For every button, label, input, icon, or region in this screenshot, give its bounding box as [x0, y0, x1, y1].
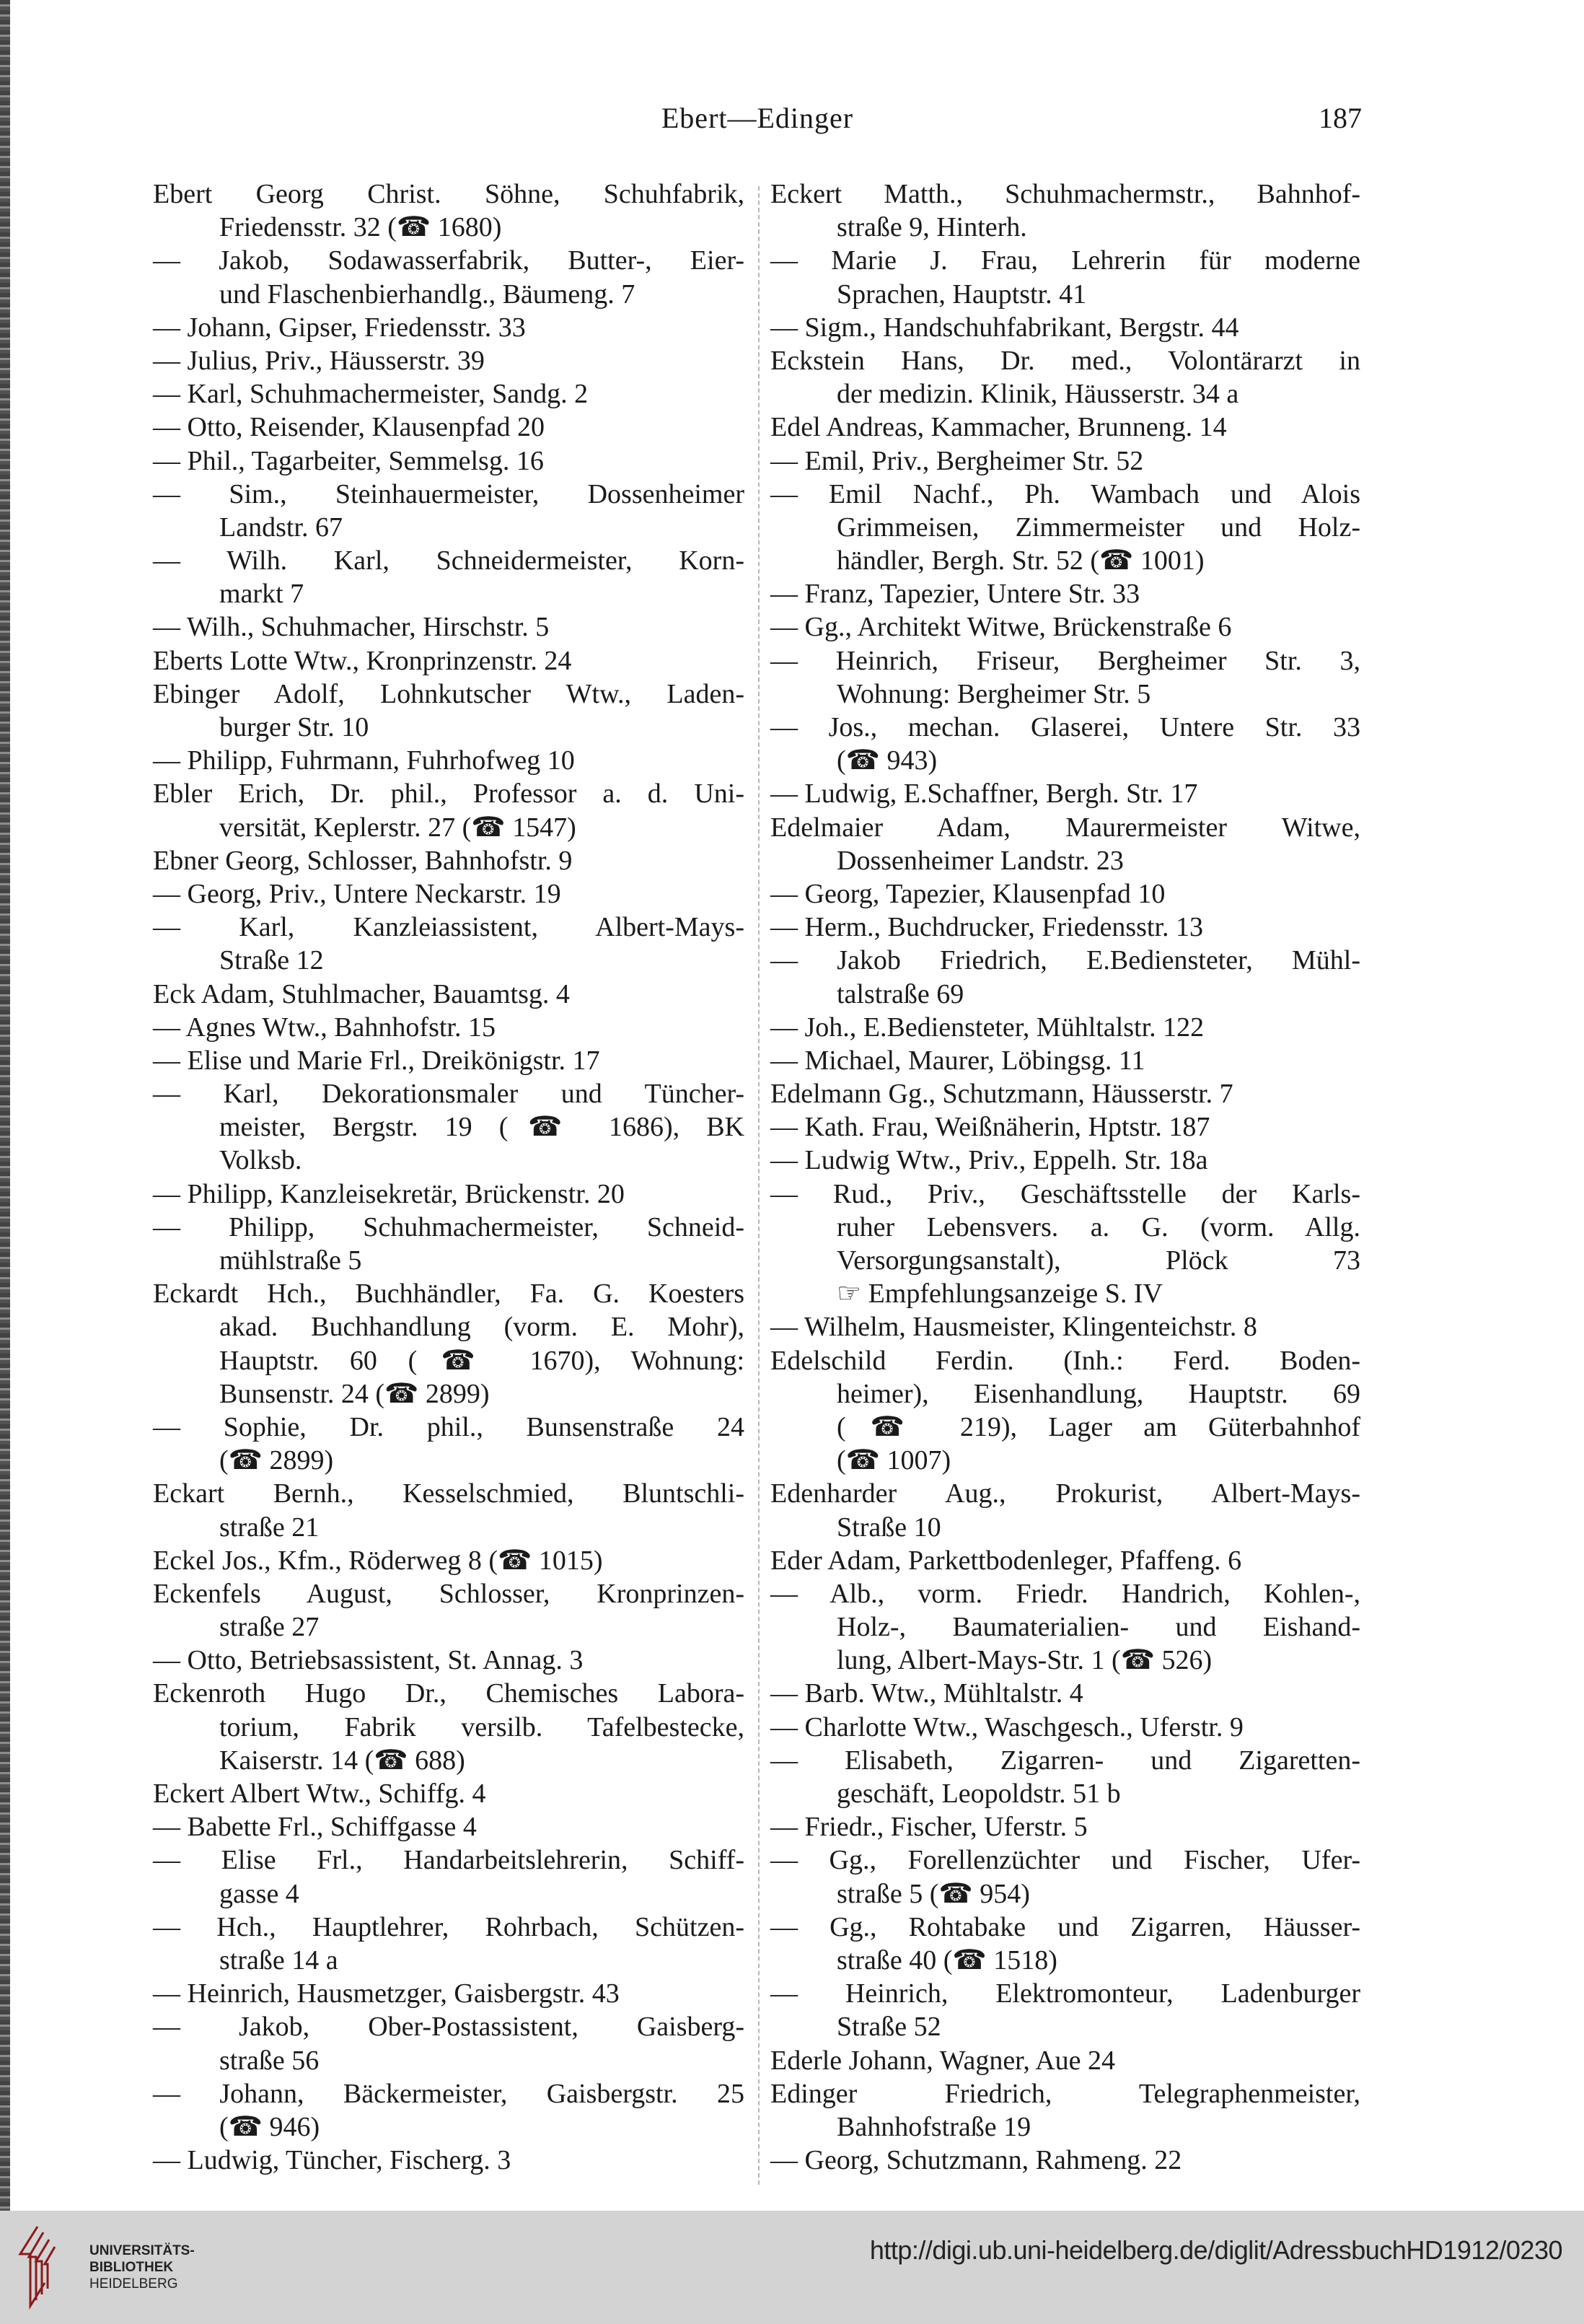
entry-line: der medizin. Klinik, Häusserstr. 34 a: [837, 379, 1239, 410]
entry-line: ruher Lebensvers. a. G. (vorm. Allg.: [837, 1211, 1360, 1242]
entry-line: — Gg., Rohtabake und Zigarren, Häusser-: [770, 1911, 1360, 1942]
entry-line: — Georg, Schutzmann, Rahmeng. 22: [770, 2145, 1182, 2176]
entry-line: Edelmann Gg., Schutzmann, Häusserstr. 7: [770, 1079, 1233, 1110]
permalink-url[interactable]: http://digi.ub.uni-heidelberg.de/diglit/AdressbuchHD1912/0230: [869, 2235, 1562, 2265]
directory-entry: [770, 610, 1360, 644]
entry-line: — Wilhelm, Hausmeister, Klingenteichstr. 8: [770, 1312, 1257, 1343]
entry-line: gasse 4: [219, 1878, 299, 1909]
entry-line: Edinger Friedrich, Telegraphenmeister,: [770, 2078, 1360, 2109]
entry-line: Grimmeisen, Zimmermeister und Holz-: [837, 512, 1360, 543]
directory-entry: [153, 1411, 744, 1477]
directory-entry: [153, 1044, 744, 1077]
entry-line: — Gg., Forellenzüchter und Fischer, Ufer-: [770, 1845, 1360, 1876]
directory-entry: [770, 1011, 1360, 1044]
entry-line: — Emil Nachf., Ph. Wambach und Alois: [770, 478, 1360, 509]
directory-entry: [770, 1077, 1360, 1110]
directory-entry: [153, 1477, 744, 1543]
directory-entry: [153, 2010, 744, 2077]
entry-line: straße 21: [219, 1512, 320, 1543]
entry-line: — Emil, Priv., Bergheimer Str. 52: [770, 445, 1144, 476]
directory-entry: [770, 1044, 1360, 1077]
directory-entry: [770, 244, 1360, 310]
directory-entry: [770, 478, 1360, 578]
entry-line: Eckart Bernh., Kesselschmied, Bluntschli-: [153, 1478, 744, 1509]
entry-line: Ebert Georg Christ. Söhne, Schuhfabrik,: [153, 179, 744, 209]
entry-line: — Otto, Reisender, Klausenpfad 20: [153, 412, 545, 443]
entry-line: Eck Adam, Stuhlmacher, Bauamtsg. 4: [153, 978, 570, 1009]
entry-line: — Gg., Architekt Witwe, Brückenstraße 6: [770, 612, 1232, 643]
entry-line: lung, Albert-Mays-Str. 1 (☎ 526): [837, 1645, 1213, 1676]
directory-entry: [770, 1310, 1360, 1343]
library-name-line-3: HEIDELBERG: [89, 2276, 178, 2292]
entry-line: — Jakob, Sodawasserfabrik, Butter-, Eier-: [153, 245, 744, 276]
directory-entry: [770, 411, 1360, 444]
directory-entry: [770, 1544, 1360, 1577]
entry-line: ☞ Empfehlungsanzeige S. IV: [837, 1279, 1163, 1310]
entry-line: — Heinrich, Hausmetzger, Gaisbergstr. 43: [153, 1978, 620, 2009]
directory-entry: [153, 311, 744, 344]
entry-line: akad. Buchhandlung (vorm. E. Mohr),: [219, 1312, 744, 1343]
entry-line: Edel Andreas, Kammacher, Brunneng. 14: [770, 412, 1227, 443]
entry-line: Straße 52: [837, 2012, 941, 2043]
directory-entry: [153, 1677, 744, 1777]
directory-entry: [153, 2077, 744, 2144]
directory-entry: [770, 1810, 1360, 1843]
directory-entry: [770, 577, 1360, 610]
entry-line: — Babette Frl., Schiffgasse 4: [153, 1812, 477, 1843]
directory-entry: [770, 944, 1360, 1010]
entry-line: burger Str. 10: [219, 712, 369, 742]
footer-bar: [0, 2211, 1584, 2324]
entry-line: — Julius, Priv., Häusserstr. 39: [153, 345, 485, 376]
page-number: 187: [1319, 102, 1362, 134]
directory-entry: [153, 544, 744, 610]
entry-line: — Marie J. Frau, Lehrerin für moderne: [770, 245, 1360, 276]
directory-entry: [770, 1178, 1360, 1311]
directory-entry: [770, 1677, 1360, 1710]
running-head: Ebert—Edinger: [661, 102, 854, 134]
right-column: [770, 177, 1360, 2177]
entry-line: — Elise und Marie Frl., Dreikönigstr. 17: [153, 1045, 600, 1076]
library-name-line-1: UNIVERSITÄTS-: [89, 2243, 195, 2258]
scan-edge: [0, 0, 10, 2211]
directory-entry: [770, 1110, 1360, 1144]
entry-line: Eckstein Hans, Dr. med., Volontärarzt in: [770, 345, 1360, 376]
directory-entry: [153, 1011, 744, 1044]
directory-entry: [153, 244, 744, 310]
entry-line: Edenharder Aug., Prokurist, Albert-Mays-: [770, 1478, 1360, 1509]
directory-entry: [153, 1911, 744, 1977]
entry-line: Eder Adam, Parkettbodenleger, Pfaffeng. 6: [770, 1545, 1242, 1576]
page-header: [153, 101, 1362, 144]
entry-line: — Karl, Dekorationsmaler und Tüncher-: [153, 1079, 744, 1110]
directory-entry: [153, 1777, 744, 1810]
entry-line: — Hch., Hauptlehrer, Rohrbach, Schützen-: [153, 1911, 744, 1942]
directory-entry: [770, 877, 1360, 911]
entry-line: Dossenheimer Landstr. 23: [837, 845, 1124, 876]
entry-line: (☎ 946): [219, 2111, 320, 2142]
entry-line: Eckert Matth., Schuhmachermstr., Bahnhof-: [770, 179, 1360, 209]
entry-line: Ebler Erich, Dr. phil., Professor a. d. Uni-: [153, 779, 744, 810]
directory-entry: [153, 344, 744, 377]
entry-line: (☎ 2899): [219, 1445, 334, 1476]
directory-entry: [153, 744, 744, 777]
directory-entry: [770, 1711, 1360, 1744]
directory-entry: [153, 644, 744, 678]
directory-entry: [153, 777, 744, 843]
entry-line: und Flaschenbierhandlg., Bäumeng. 7: [219, 279, 635, 310]
entry-line: straße 27: [219, 1612, 320, 1643]
entry-line: — Charlotte Wtw., Waschgesch., Uferstr. 9: [770, 1711, 1244, 1742]
directory-entry: [153, 678, 744, 744]
directory-entry: [153, 1644, 744, 1677]
entry-line: — Sigm., Handschuhfabrikant, Bergstr. 44: [770, 312, 1239, 343]
directory-entry: [153, 911, 744, 977]
entry-line: straße 5 (☎ 954): [837, 1878, 1030, 1909]
directory-entry: [770, 777, 1360, 810]
entry-line: Bahnhofstraße 19: [837, 2111, 1031, 2142]
directory-entry: [153, 177, 744, 244]
directory-entry: [770, 1344, 1360, 1478]
entry-line: Sprachen, Hauptstr. 41: [837, 279, 1087, 310]
entry-line: Edelmaier Adam, Maurermeister Witwe,: [770, 812, 1360, 843]
entry-line: Wohnung: Bergheimer Str. 5: [837, 678, 1151, 709]
entry-line: Eckert Albert Wtw., Schiffg. 4: [153, 1779, 486, 1809]
directory-entry: [770, 911, 1360, 944]
entry-line: (☎ 1007): [837, 1445, 951, 1476]
directory-entry: [770, 644, 1360, 711]
directory-entry: [770, 444, 1360, 478]
directory-entry: [770, 177, 1360, 244]
entry-line: — Georg, Priv., Untere Neckarstr. 19: [153, 878, 561, 909]
entry-line: — Wilh. Karl, Schneidermeister, Korn-: [153, 545, 744, 576]
directory-entry: [153, 1810, 744, 1843]
entry-line: Ebinger Adolf, Lohnkutscher Wtw., Laden-: [153, 678, 744, 709]
entry-line: — Elisabeth, Zigarren- und Zigaretten-: [770, 1745, 1360, 1776]
entry-line: Ebner Georg, Schlosser, Bahnhofstr. 9: [153, 845, 573, 876]
directory-entry: [770, 344, 1360, 411]
directory-entry: [770, 1843, 1360, 1910]
entry-line: — Joh., E.Bediensteter, Mühltalstr. 122: [770, 1012, 1205, 1043]
entry-line: — Heinrich, Friseur, Bergheimer Str. 3,: [770, 645, 1360, 676]
directory-entry: [153, 1077, 744, 1178]
entry-line: Eckardt Hch., Buchhändler, Fa. G. Koesters: [153, 1279, 744, 1310]
directory-entry: [770, 711, 1360, 777]
entry-line: straße 40 (☎ 1518): [837, 1944, 1057, 1976]
entry-line: Volksb.: [219, 1145, 302, 1176]
entry-line: — Philipp, Schuhmachermeister, Schneid-: [153, 1211, 744, 1242]
library-name: [89, 2242, 195, 2292]
directory-entry: [770, 1977, 1360, 2043]
library-logo-icon: [16, 2225, 81, 2312]
entry-line: — Georg, Tapezier, Klausenpfad 10: [770, 878, 1166, 909]
directory-entry: [770, 1577, 1360, 1678]
directory-entry: [770, 1911, 1360, 1977]
entry-line: Straße 12: [219, 945, 324, 976]
directory-entry: [153, 844, 744, 877]
entry-line: meister, Bergstr. 19 (☎ 1686), BK: [219, 1112, 744, 1143]
entry-line: (☎ 943): [837, 745, 938, 776]
entry-line: Hauptstr. 60 (☎ 1670), Wohnung:: [219, 1345, 744, 1376]
entry-line: — Jakob Friedrich, E.Bediensteter, Mühl-: [770, 945, 1360, 976]
entry-line: händler, Bergh. Str. 52 (☎ 1001): [837, 545, 1205, 576]
entry-line: — Heinrich, Elektromonteur, Ladenburger: [770, 1978, 1360, 2009]
entry-line: — Franz, Tapezier, Untere Str. 33: [770, 579, 1140, 610]
entry-line: Landstr. 67: [219, 512, 343, 543]
entry-line: markt 7: [219, 579, 304, 610]
directory-entry: [770, 2077, 1360, 2144]
entry-line: — Agnes Wtw., Bahnhofstr. 15: [153, 1012, 496, 1043]
directory-entry: [153, 377, 744, 411]
entry-line: — Karl, Kanzleiassistent, Albert-Mays-: [153, 912, 744, 943]
directory-entry: [153, 610, 744, 644]
entry-line: — Phil., Tagarbeiter, Semmelsg. 16: [153, 445, 544, 476]
directory-entry: [153, 2144, 744, 2177]
entry-line: Friedensstr. 32 (☎ 1680): [219, 212, 502, 243]
directory-entry: [153, 1178, 744, 1211]
entry-line: — Friedr., Fischer, Uferstr. 5: [770, 1812, 1088, 1843]
directory-entry: [153, 1211, 744, 1277]
entry-line: — Michael, Maurer, Löbingsg. 11: [770, 1045, 1145, 1076]
directory-entry: [770, 1477, 1360, 1543]
entry-line: — Karl, Schuhmachermeister, Sandg. 2: [153, 379, 589, 410]
entry-line: Eberts Lotte Wtw., Kronprinzenstr. 24: [153, 645, 572, 676]
entry-line: talstraße 69: [837, 978, 964, 1009]
entry-line: — Herm., Buchdrucker, Friedensstr. 13: [770, 912, 1204, 943]
entry-line: — Wilh., Schuhmacher, Hirschstr. 5: [153, 612, 550, 643]
directory-entry: [153, 1544, 744, 1577]
column-divider: [758, 186, 760, 2185]
entry-line: Ederle Johann, Wagner, Aue 24: [770, 2045, 1116, 2076]
entry-line: torium, Fabrik versilb. Tafelbestecke,: [219, 1711, 744, 1742]
directory-entry: [770, 2144, 1360, 2177]
entry-line: — Jos., mechan. Glaserei, Untere Str. 33: [770, 712, 1360, 742]
entry-line: — Sophie, Dr. phil., Bunsenstraße 24: [153, 1411, 744, 1442]
entry-line: geschäft, Leopoldstr. 51 b: [837, 1779, 1121, 1809]
entry-line: — Philipp, Fuhrmann, Fuhrhofweg 10: [153, 745, 575, 776]
entry-line: — Ludwig, Tüncher, Fischerg. 3: [153, 2145, 511, 2176]
entry-line: Kaiserstr. 14 (☎ 688): [219, 1745, 465, 1776]
entry-line: — Johann, Gipser, Friedensstr. 33: [153, 312, 526, 343]
entry-line: straße 9, Hinterh.: [837, 212, 1027, 243]
entry-line: Bunsenstr. 24 (☎ 2899): [219, 1378, 490, 1409]
entry-line: — Kath. Frau, Weißnäherin, Hptstr. 187: [770, 1112, 1210, 1143]
entry-line: Edelschild Ferdin. (Inh.: Ferd. Boden-: [770, 1345, 1360, 1376]
entry-line: straße 56: [219, 2045, 320, 2076]
directory-entry: [153, 444, 744, 478]
directory-entry: [770, 2044, 1360, 2077]
directory-entry: [153, 1277, 744, 1411]
directory-entry: [770, 311, 1360, 344]
directory-entry: [770, 811, 1360, 877]
left-column: [153, 177, 744, 2177]
directory-entry: [153, 877, 744, 911]
entry-line: — Ludwig Wtw., Priv., Eppelh. Str. 18a: [770, 1145, 1208, 1176]
entry-line: — Alb., vorm. Friedr. Handrich, Kohlen-,: [770, 1578, 1360, 1609]
entry-line: — Sim., Steinhauermeister, Dossenheimer: [153, 478, 744, 509]
directory-entry: [770, 1744, 1360, 1810]
directory-entry: [770, 1144, 1360, 1177]
entry-line: — Rud., Priv., Geschäftsstelle der Karls-: [770, 1178, 1360, 1209]
entry-line: heimer), Eisenhandlung, Hauptstr. 69: [837, 1378, 1360, 1409]
entry-line: mühlstraße 5: [219, 1245, 362, 1276]
entry-line: Eckenroth Hugo Dr., Chemisches Labora-: [153, 1678, 744, 1709]
entry-line: Holz-, Baumaterialien- und Eishand-: [837, 1612, 1360, 1643]
entry-line: Eckel Jos., Kfm., Röderweg 8 (☎ 1015): [153, 1545, 603, 1576]
entry-line: — Philipp, Kanzleisekretär, Brückenstr. 20: [153, 1178, 625, 1209]
entry-line: Versorgungsanstalt), Plöck 73: [837, 1245, 1360, 1276]
entry-line: — Otto, Betriebsassistent, St. Annag. 3: [153, 1645, 584, 1676]
directory-entry: [153, 478, 744, 544]
entry-line: — Jakob, Ober-Postassistent, Gaisberg-: [153, 2012, 744, 2043]
directory-entry: [153, 978, 744, 1011]
entry-line: (☎ 219), Lager am Güterbahnhof: [837, 1411, 1360, 1442]
entry-line: — Elise Frl., Handarbeitslehrerin, Schiff-: [153, 1845, 744, 1876]
directory-entry: [153, 1577, 744, 1644]
entry-line: — Ludwig, E.Schaffner, Bergh. Str. 17: [770, 779, 1198, 810]
entry-line: versität, Keplerstr. 27 (☎ 1547): [219, 812, 576, 843]
entry-line: — Johann, Bäckermeister, Gaisbergstr. 25: [153, 2078, 744, 2109]
entry-line: straße 14 a: [219, 1944, 338, 1976]
library-name-line-2: BIBLIOTHEK: [89, 2260, 174, 2275]
entry-line: Eckenfels August, Schlosser, Kronprinzen-: [153, 1578, 744, 1609]
entry-line: — Barb. Wtw., Mühltalstr. 4: [770, 1678, 1083, 1709]
directory-entry: [153, 1977, 744, 2010]
directory-entry: [153, 411, 744, 444]
entry-line: Straße 10: [837, 1512, 941, 1543]
directory-entry: [153, 1843, 744, 1910]
